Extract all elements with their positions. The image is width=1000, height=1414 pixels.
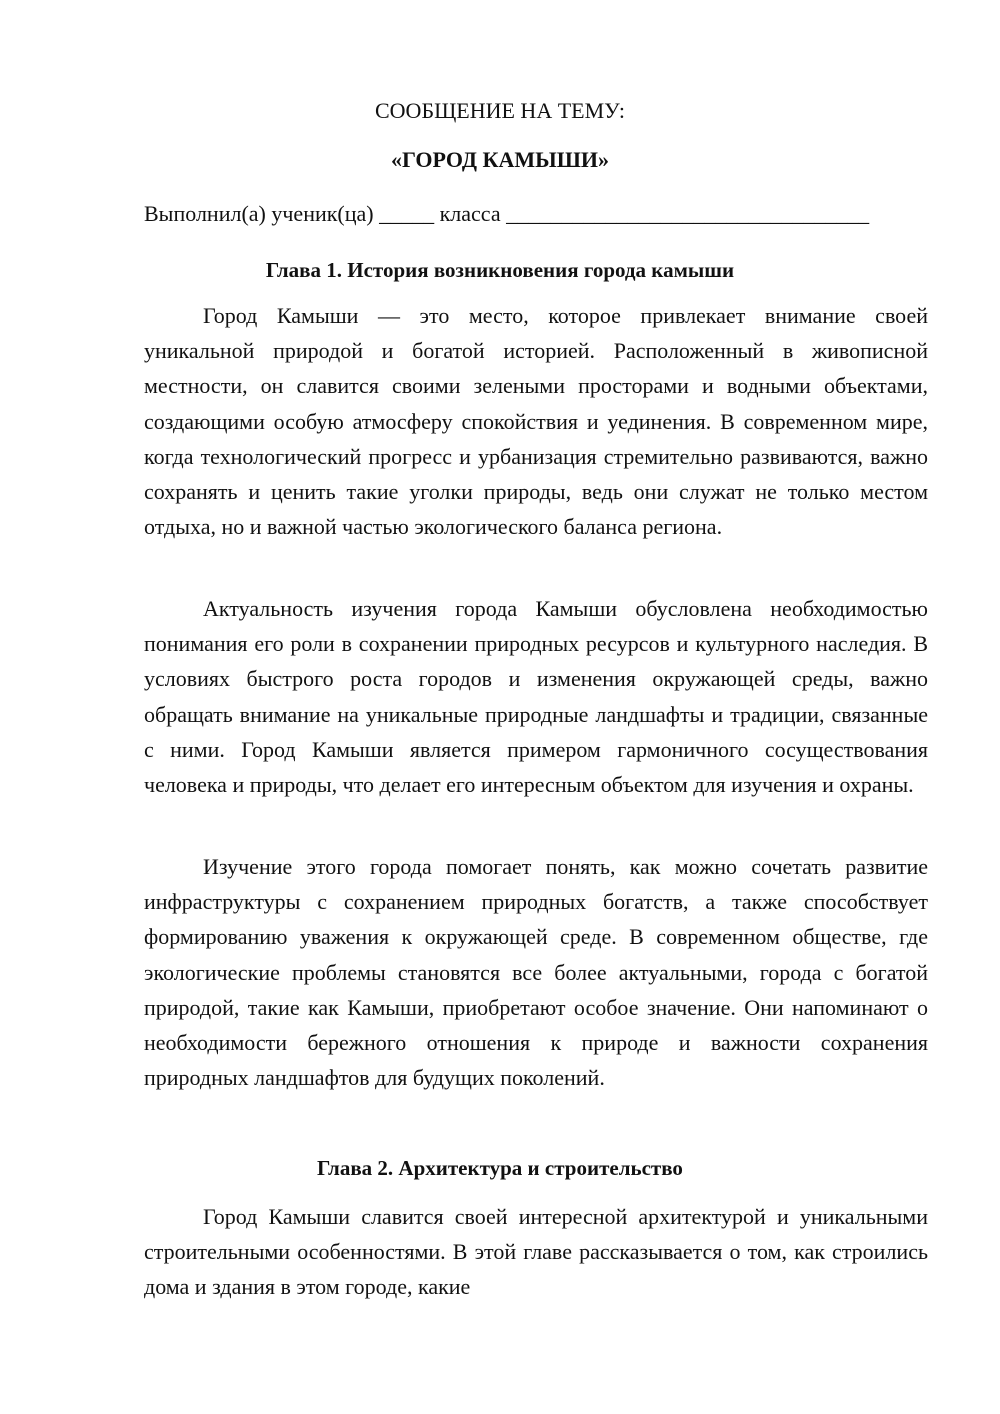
chapter-2-paragraph-1: Город Камыши славится своей интересной архитектурой и уникальными строительными особенностями. В этой главе рассказывается о том, как строились дома и здания в этом городе, какие [144,1204,928,1300]
chapter-1-paragraph-1: Город Камыши — это место, которое привлекает внимание своей уникальной природой и богатой историей. Расположенный в живописной местности, он славится своими зелеными просторами и водными объектами, создающими особую атмосферу спокойствия и уединения. В современном мире, когда технологический прогресс и урбанизация стремительно развиваются, важно сохранять и ценить такие уголки природы, ведь они служат не только местом отдыха, но и важной частью экологического баланса региона. [144,303,928,540]
document-title-topic: СООБЩЕНИЕ НА ТЕМУ: [375,98,625,123]
author-line: Выполнил(а) ученик(ца) _____ класса _________________________________ [144,201,870,226]
document-title: «ГОРОД КАМЫШИ» [390,147,609,172]
chapter-1-heading: Глава 1. История возникновения города камыши [265,258,735,282]
chapter-1-paragraph-2: Актуальность изучения города Камыши обусловлена необходимостью понимания его роли в сохранении природных ресурсов и культурного наследия. В условиях быстрого роста городов и изменения окружающей среды, важно обращать внимание на уникальные природные ландшафты и традиции, связанные с ними. Город Камыши является примером гармоничного сосуществования человека и природы, что делает его интересным объектом для изучения и охраны. [144,596,928,798]
chapter-2-heading: Глава 2. Архитектура и строительство [317,1156,683,1180]
chapter-1-paragraph-3: Изучение этого города помогает понять, как можно сочетать развитие инфраструктуры с сохранением природных богатств, а также способствует формированию уважения к окружающей среде. В современном обществе, где экологические проблемы становятся все более актуальными, города с богатой природой, такие как Камыши, приобретают особое значение. Они напоминают о необходимости бережного отношения к природе и важности сохранения природных ландшафтов для будущих поколений. [144,854,928,1091]
